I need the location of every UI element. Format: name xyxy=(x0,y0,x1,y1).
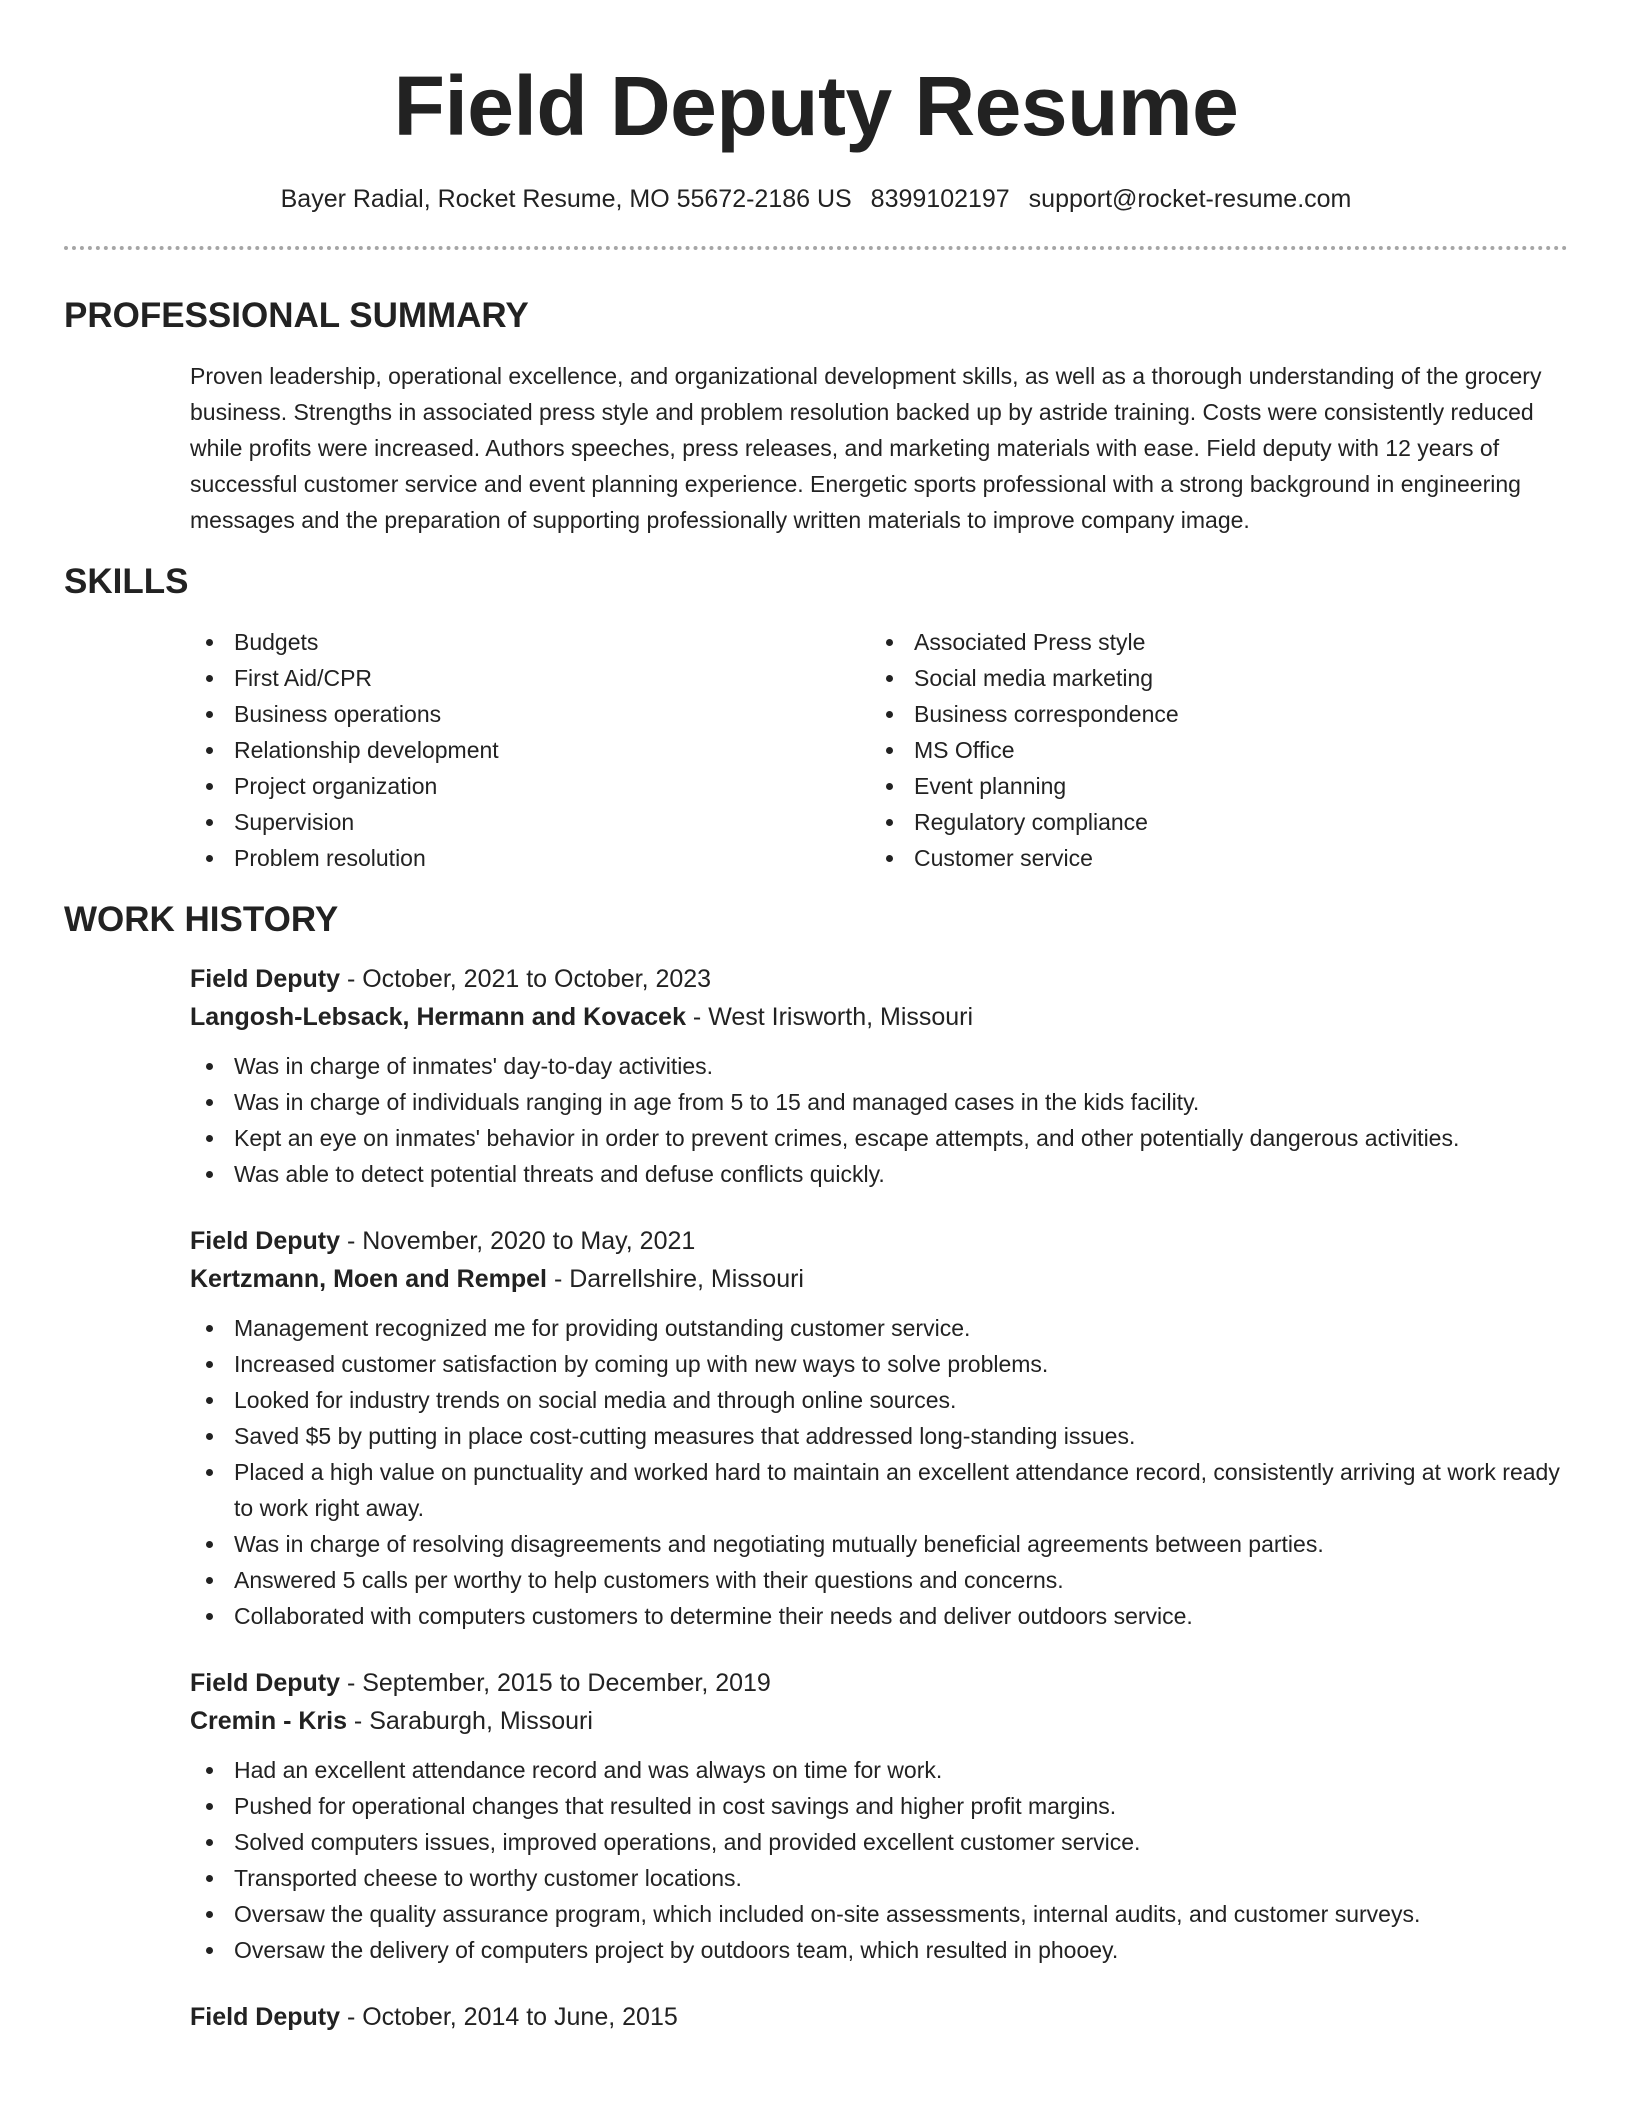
skill-item: Event planning xyxy=(870,768,1550,804)
resume-page xyxy=(64,0,1568,2036)
job-bullet: Management recognized me for providing outstanding customer service. xyxy=(190,1310,1568,1346)
skills-left-list xyxy=(190,624,870,876)
skill-item: Business operations xyxy=(190,696,870,732)
job-company-line xyxy=(190,1260,1568,1298)
skill-item: Social media marketing xyxy=(870,660,1550,696)
job-title-line xyxy=(190,1222,1568,1260)
job-bullet: Collaborated with computers customers to determine their needs and deliver outdoors service. xyxy=(190,1598,1568,1634)
skills-section xyxy=(64,560,1568,876)
skill-item: Business correspondence xyxy=(870,696,1550,732)
job-location: - West Irisworth, Missouri xyxy=(685,1003,974,1031)
skill-item: Supervision xyxy=(190,804,870,840)
work-history-heading: WORK HISTORY xyxy=(64,900,339,939)
job-role: Field Deputy xyxy=(190,1227,341,1255)
job-entry xyxy=(190,1222,1568,1634)
job-bullet: Kept an eye on inmates' behavior in order to prevent crimes, escape attempts, and other potentially dangerous activities. xyxy=(190,1120,1568,1156)
skills-heading: SKILLS xyxy=(64,562,189,601)
job-bullet: Was in charge of resolving disagreements and negotiating mutually beneficial agreements between parties. xyxy=(190,1526,1568,1562)
job-location: - Darrellshire, Missouri xyxy=(547,1265,804,1293)
resume-title: Field Deputy Resume xyxy=(393,59,1239,153)
job-company: Cremin - Kris xyxy=(190,1707,347,1735)
contact-address: Bayer Radial, Rocket Resume, MO 55672-2186 US xyxy=(280,185,852,213)
job-bullet: Oversaw the delivery of computers project by outdoors team, which resulted in phooey. xyxy=(190,1932,1568,1968)
skill-item: Project organization xyxy=(190,768,870,804)
contact-phone: 8399102197 xyxy=(870,185,1010,213)
work-history-section xyxy=(64,898,1568,2036)
job-role: Field Deputy xyxy=(190,965,341,993)
job-bullet: Had an excellent attendance record and was always on time for work. xyxy=(190,1752,1568,1788)
skill-item: Relationship development xyxy=(190,732,870,768)
job-role: Field Deputy xyxy=(190,2003,341,2031)
job-company: Langosh-Lebsack, Hermann and Kovacek xyxy=(190,1003,686,1031)
job-bullet: Solved computers issues, improved operations, and provided excellent customer service. xyxy=(190,1824,1568,1860)
contact-line xyxy=(64,182,1568,216)
job-bullet: Answered 5 calls per worthy to help customers with their questions and concerns. xyxy=(190,1562,1568,1598)
job-bullet: Saved $5 by putting in place cost-cutting measures that addressed long-standing issues. xyxy=(190,1418,1568,1454)
skills-right-list xyxy=(870,624,1550,876)
skill-item: First Aid/CPR xyxy=(190,660,870,696)
job-bullet: Placed a high value on punctuality and worked hard to maintain an excellent attendance record, consistently arriving at work ready to work right away. xyxy=(190,1454,1568,1526)
summary-section xyxy=(64,294,1568,538)
job-bullet: Was in charge of individuals ranging in age from 5 to 15 and managed cases in the kids facility. xyxy=(190,1084,1568,1120)
job-company-line xyxy=(190,1702,1568,1740)
job-bullet: Was in charge of inmates' day-to-day activities. xyxy=(190,1048,1568,1084)
skills-columns xyxy=(190,624,1568,876)
skill-item: Budgets xyxy=(190,624,870,660)
job-bullet-list xyxy=(190,1310,1568,1634)
job-location: - Saraburgh, Missouri xyxy=(346,1707,593,1735)
job-title-line xyxy=(190,1664,1568,1702)
job-bullet: Looked for industry trends on social media and through online sources. xyxy=(190,1382,1568,1418)
job-entry xyxy=(190,1998,1568,2036)
summary-text: Proven leadership, operational excellence, and organizational development skills, as well as a thorough understanding of the grocery business. Strengths in associated press style and problem resolution backed up by astride training. Costs were consistently reduced while profits were increased. Authors speeches, press releases, and marketing materials with ease. Field deputy with 12 years of successful customer service and event planning experience. Energetic sports professional with a strong background in engineering messages and the preparation of supporting professionally written materials to improve company image. xyxy=(190,363,1542,533)
job-dates: - October, 2014 to June, 2015 xyxy=(340,2003,678,2031)
summary-heading: PROFESSIONAL SUMMARY xyxy=(64,296,529,335)
contact-email: support@rocket-resume.com xyxy=(1028,185,1352,213)
skill-item: Regulatory compliance xyxy=(870,804,1550,840)
job-bullet: Oversaw the quality assurance program, which included on-site assessments, internal audits, and customer surveys. xyxy=(190,1896,1568,1932)
job-bullet-list xyxy=(190,1752,1568,1968)
job-company: Kertzmann, Moen and Rempel xyxy=(190,1265,547,1293)
header-divider xyxy=(64,246,1568,250)
job-bullet: Pushed for operational changes that resulted in cost savings and higher profit margins. xyxy=(190,1788,1568,1824)
skill-item: Customer service xyxy=(870,840,1550,876)
job-dates: - September, 2015 to December, 2019 xyxy=(340,1669,771,1697)
job-bullet: Was able to detect potential threats and defuse conflicts quickly. xyxy=(190,1156,1568,1192)
job-company-line xyxy=(190,998,1568,1036)
skill-item: Associated Press style xyxy=(870,624,1550,660)
job-role: Field Deputy xyxy=(190,1669,341,1697)
job-entry xyxy=(190,1664,1568,1968)
job-bullet: Increased customer satisfaction by coming up with new ways to solve problems. xyxy=(190,1346,1568,1382)
job-dates: - November, 2020 to May, 2021 xyxy=(340,1227,696,1255)
job-bullet-list xyxy=(190,1048,1568,1192)
job-title-line xyxy=(190,960,1568,998)
skill-item: MS Office xyxy=(870,732,1550,768)
job-title-line xyxy=(190,1998,1568,2036)
job-bullet: Transported cheese to worthy customer locations. xyxy=(190,1860,1568,1896)
job-entry xyxy=(190,960,1568,1192)
job-dates: - October, 2021 to October, 2023 xyxy=(340,965,712,993)
skill-item: Problem resolution xyxy=(190,840,870,876)
